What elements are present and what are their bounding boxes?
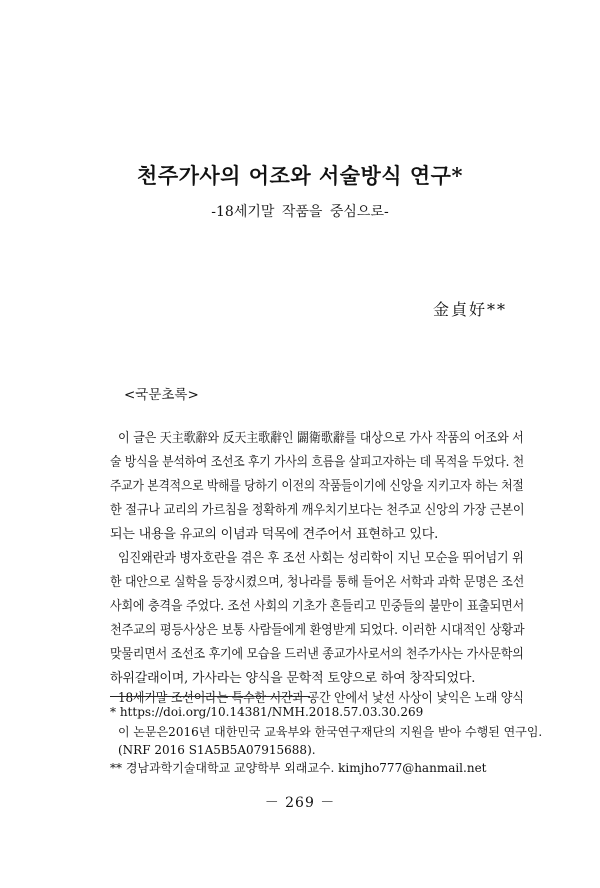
- abstract-line: 주교가 본격적으로 박해를 당하기 이전의 작품들이기에 신앙을 지키고자 하는 처절: [110, 479, 524, 494]
- abstract-line: 하위갈래이며, 가사라는 양식을 문학적 토양으로 하여 창작되었다.: [110, 671, 476, 686]
- page-number: － 269 －: [264, 795, 336, 811]
- footnote-funding: 이 논문은2016년 대한민국 교육부와 한국연구재단의 지원을 받아 수행된 연구임.: [118, 725, 543, 739]
- paper-subtitle: -18세기말 작품을 중심으로-: [211, 204, 389, 220]
- abstract-line: 맞물리면서 조선조 후기에 모습을 드러낸 종교가사로서의 천주가사는 가사문학의: [110, 647, 524, 662]
- footnote-divider: [110, 696, 310, 697]
- footnote-author-info: ** 경남과학기술대학교 교양학부 외래교수. kimjho777@hanmail.net: [110, 761, 487, 775]
- abstract-line: 이 글은 天主歌辭와 反天主歌辭인 闢衛歌辭를 대상으로 가사 작품의 어조와 서: [118, 431, 524, 446]
- abstract-line: 사회에 충격을 주었다. 조선 사회의 기초가 흔들리고 민중들의 불만이 표출되면서: [110, 599, 525, 614]
- abstract-line: 술 방식을 분석하여 조선조 후기 가사의 흐름을 살피고자하는 데 목적을 두었다. 천: [110, 455, 525, 470]
- abstract-heading: <국문초록>: [124, 387, 199, 403]
- abstract-line: 임진왜란과 병자호란을 겪은 후 조선 사회는 성리학이 지닌 모순을 뛰어넘기 위: [118, 551, 524, 566]
- author-name: 金貞好**: [432, 300, 507, 319]
- paper-title: 천주가사의 어조와 서술방식 연구*: [137, 163, 463, 188]
- abstract-line: 천주교의 평등사상은 보통 사람들에게 환영받게 되었다. 이러한 시대적인 상황과: [110, 623, 525, 638]
- abstract-line: 18세기말 조선이라는 특수한 시간과 공간 안에서 낯선 사상이 낯익은 노래 양식: [118, 691, 524, 706]
- footnote-doi: * https://doi.org/10.14381/NMH.2018.57.03.30.269: [110, 705, 424, 719]
- abstract-line: 한 절규나 교리의 가르침을 정확하게 깨우치기보다는 천주교 신앙의 가장 근본이: [110, 503, 525, 518]
- abstract-line: 한 대안으로 실학을 등장시켰으며, 청나라를 통해 들어온 서학과 과학 문명은 조선: [110, 575, 525, 590]
- abstract-line: 되는 내용을 유교의 이념과 덕목에 견주어서 표현하고 있다.: [110, 527, 439, 542]
- footnote-funding-number: (NRF 2016 S1A5B5A07915688).: [118, 743, 316, 757]
